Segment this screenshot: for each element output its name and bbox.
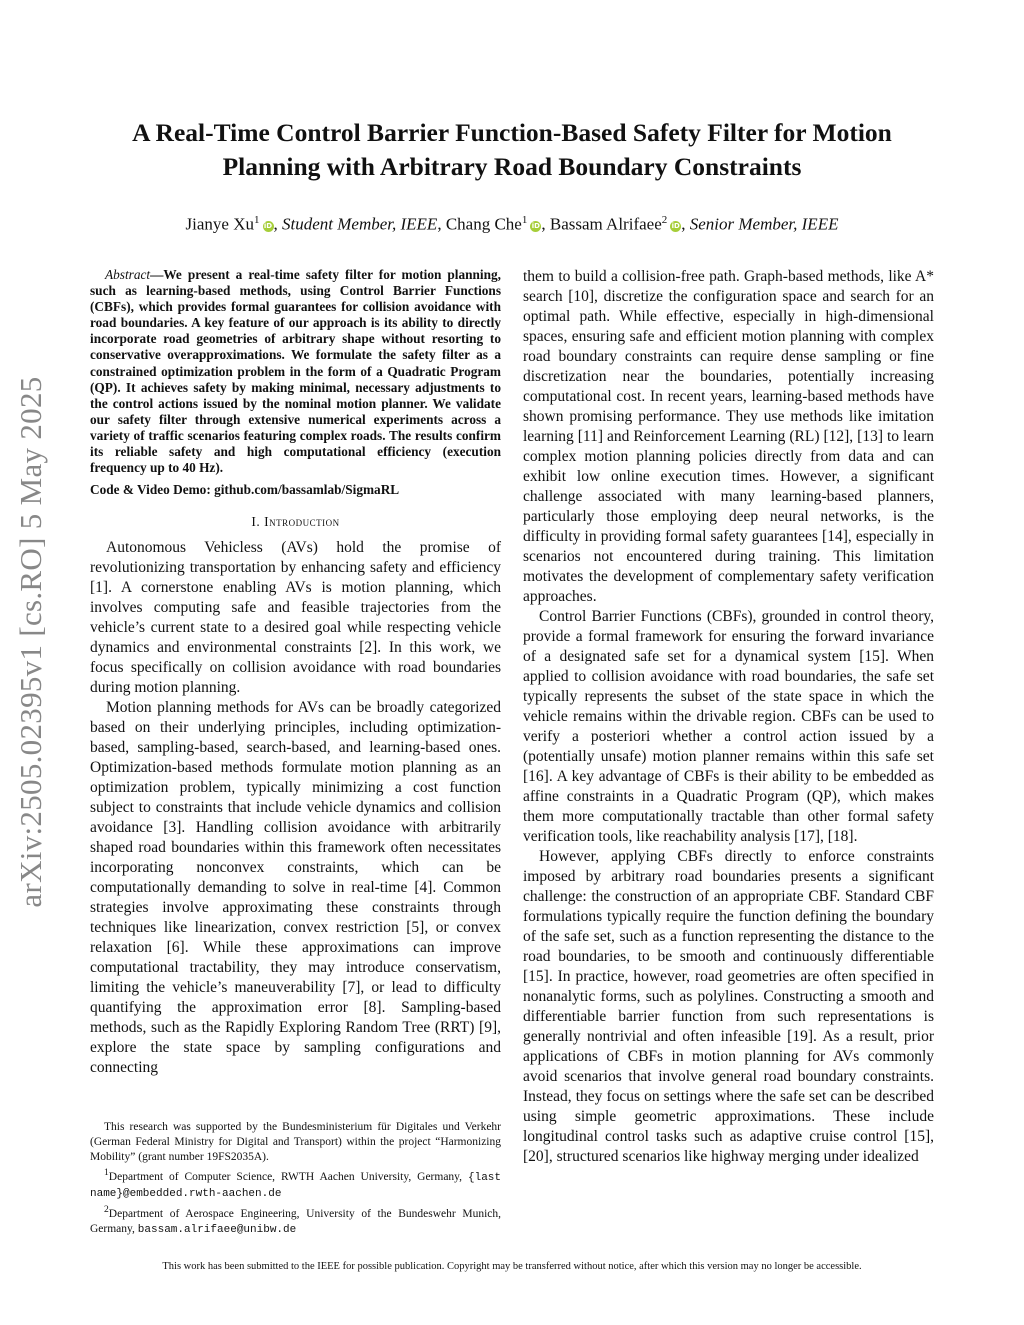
right-column [523,267,934,1167]
intro-paragraph-1: Autonomous Vehicless (AVs) hold the promise of revolutionizing transportation by enhancing safety and efficiency [1]. A cornerstone enabling AVs is motion planning, which involves computing safe and feasible trajectories from the vehicle’s current state to a desired goal while respecting vehicle dynamics and environmental constraints [2]. In this work, we focus specifically on collision avoidance with road boundaries during motion planning. [90,539,501,697]
author-3-name: Bassam Alrifaee [549,214,662,234]
affiliation-footnote-1 [90,1165,501,1202]
abstract-dash: — [150,267,164,282]
footnote-2-email[interactable]: bassam.alrifaee@unibw.de [137,1223,297,1236]
intro-paragraph-5: However, applying CBFs directly to enforce constraints imposed by arbitrary road boundaries presents a significant challenge: the construction of an appropriate CBF. Standard CBF formulations typically require the function defining the boundary of the safe set, such as a function representing the distance to the road boundaries, to be smooth and continuously differentiable [15]. In practice, however, road geometries are often specified in nonanalytic forms, such as polylines. Constructing a smooth and differentiable barrier function from such representations is generally nontrivial and often infeasible [19]. As a result, prior applications of CBFs in motion planning for AVs commonly avoid scenarios that involve general road boundary constraints. Instead, they focus on settings where the safe set can be described using simple geometric approximations. These include longitudinal control tasks such as adaptive cruise control [15], [20], structured scenarios like highway merging under idealized [523,848,934,1165]
author-1-affiliation: 1 [254,214,260,226]
orcid-icon[interactable]: iD [263,221,273,230]
orcid-icon[interactable]: iD [531,221,540,230]
intro-paragraph-3: them to build a collision-free path. Graph-based methods, like A* search [10], discretize the configuration space and search for an optimal path. While effective, especially in high-dimensional spaces, ensuring safe and efficient motion planning with complex road boundary constraints can require dense sampling or fine discretization near the boundaries, potentially increasing computational cost. In recent years, learning-based methods have shown promising performance. They use methods like imitation learning [11] and Reinforcement Learning (RL) [12], [13] to learn complex motion planning policies directly from data and can exhibit low online execution times. However, a significant challenge associated with many learning-based planners, particularly those employing deep neural networks, is the difficulty in providing formal safety guarantees [14], especially in scenarios not encountered during training. This limitation motivates the development of complementary safety verification approaches. [523,268,934,605]
abstract-text: We present a real-time safety filter for motion planning, such as learning-based methods, using Control Barrier Functions (CBFs), which provides formal guarantees for collision avoidance with road boundaries. A key feature of our approach is its ability to directly incorporate road geometries of arbitrary shape without resorting to conservative overapproximations. We formulate the safety filter as a constrained optimization problem in the form of a Quadratic Program (QP). It achieves safety by making minimal, necessary adjustments to the control actions issued by the nominal motion planner. We validate our safety filter through extensive numerical experiments across a variety of traffic scenarios featuring complex roads. The results confirm its reliable safety and high computational efficiency (execution frequency up to 40 Hz). [90,267,501,476]
author-list: Jianye Xu$^1$ iD, Student Member, IEEE, Chang Che$^1$ iD, Bassam Alrifaee$^2$ iD, Senior Member, IEEE [185,214,839,234]
footnote-2-marker: 2 [104,1203,109,1215]
funding-footnote: This research was supported by the Bundesministerium für Digitales und Verkehr (German Federal Ministry for Digital and Transport) within the project “Harmonizing Mobility” (grant number 19FS2035A). [90,1121,501,1163]
footnote-1-email[interactable]: {last name}@embedded.rwth-aachen.de [90,1171,502,1200]
section-heading-introduction: I. Introduction [251,514,340,530]
author-1-name: Jianye Xu [185,214,254,234]
footnote-1-marker: 1 [104,1167,109,1178]
author-1-role: Student Member, IEEE [282,214,438,234]
page-footer-notice: This work has been submitted to the IEEE for possible publication. Copyright may be transferred without notice, after which this version may no longer be accessible. [162,1261,862,1272]
footnotes [90,1120,501,1238]
affiliation-footnote-2 [90,1202,501,1238]
author-3-affiliation: 2 [661,214,668,226]
author-2-affiliation: 1 [521,214,528,226]
left-column [90,267,501,1078]
intro-paragraph-2: Motion planning methods for AVs can be broadly categorized based on their underlying principles, including optimization-based, sampling-based, search-based, and learning-based ones. Optimization-based methods formulate motion planning as an optimization problem, typically minimizing a cost function subject to constraints that include vehicle dynamics and collision avoidance [3]. Handling collision avoidance with arbitrarily shaped road boundaries within this framework often necessitates incorporating nonconvex constraints, which can be computationally demanding to solve in real-time [4]. Common strategies involve approximating these constraints through techniques like linearization, convex restriction [5], or convex relaxation [6]. While these approximations can improve computational tractability, they may introduce conservatism, limiting the vehicle’s maneuverability [7], or lead to difficulty quantifying the approximation error [8]. Sampling-based methods, such as the Rapidly Exploring Random Tree (RRT) [9], explore the state space by sampling configurations and connecting [90,699,501,1077]
footnote-2-text: Department of Aerospace Engineering, University of the Bundeswehr Munich, Germany, [90,1207,501,1235]
paper-title [80,116,944,184]
paper-title-line-2: Planning with Arbitrary Road Boundary Constraints [222,152,802,181]
intro-paragraph-4: Control Barrier Functions (CBFs), grounded in control theory, provide a formal framework for ensuring the forward invariance of a designated safe set for a dynamical system [15]. When applied to collision avoidance with road boundaries, the safe set typically represents the subset of the state space in which the vehicle remains within the drivable region. CBFs can be used to verify a posteriori whether a control action issued by a (potentially unsafe) motion planner remains within this safe set [16]. A key advantage of CBFs is their ability to be embedded as affine constraints in a Quadratic Program (QP), which makes them more computationally tractable than other formal safety verification tools, like reachability analysis [17], [18]. [523,608,934,845]
paper-title-line-1: A Real-Time Control Barrier Function-Based Safety Filter for Motion [132,118,892,147]
abstract [90,267,501,476]
author-2-name: Chang Che [445,214,522,234]
code-demo-link[interactable]: Code & Video Demo: github.com/bassamlab/SigmaRL [90,482,400,498]
arxiv-identifier-stamp: arXiv:2505.02395v1 [cs.RO] 5 May 2025 [13,376,48,908]
orcid-icon[interactable]: iD [671,221,680,230]
author-3-role: Senior Member, IEEE [689,214,839,234]
footnote-1-text: Department of Computer Science, RWTH Aachen University, Germany, [108,1170,463,1183]
abstract-label: Abstract [105,267,151,282]
